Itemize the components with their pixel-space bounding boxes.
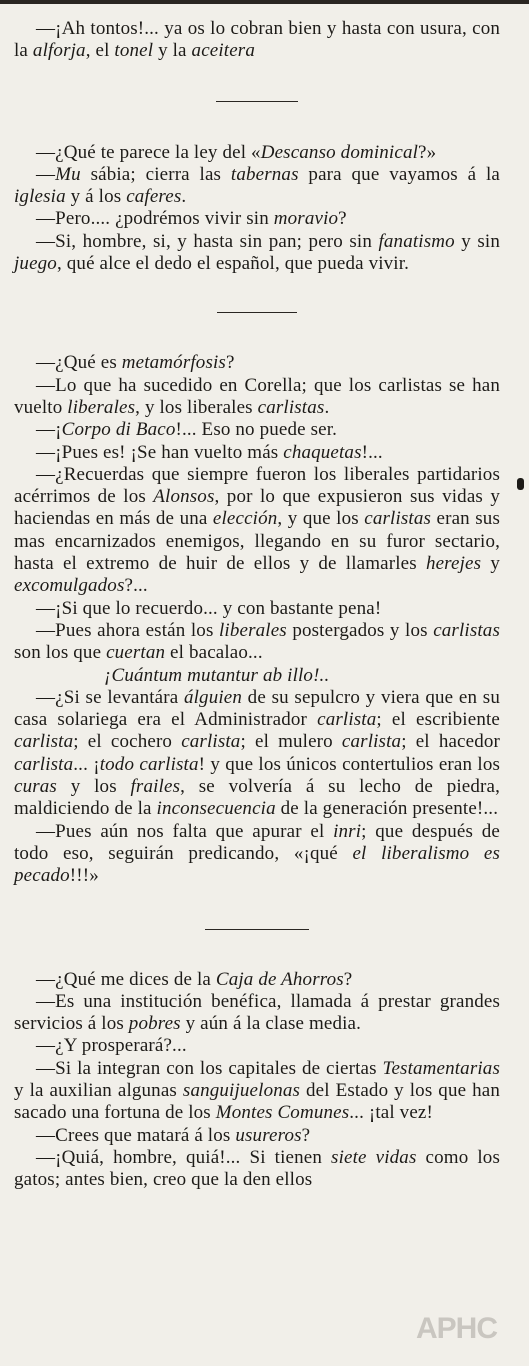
text-run: ?» — [418, 141, 437, 163]
text-run: —¿Qué me dices de la — [36, 968, 216, 990]
text-run: , se volvería á su lecho de piedra, maldiciendo de la — [14, 776, 500, 820]
italic-run: inri — [333, 820, 362, 842]
text-run: como los gatos; antes bien, creo que la den ellos — [14, 1146, 501, 1191]
text-run: ! y que los únicos contertulios eran los — [198, 753, 501, 775]
text-run: —Si la integran con los capitales de ciertas — [36, 1057, 383, 1079]
paragraph — [14, 208, 500, 230]
italic-run: pobres — [128, 1013, 181, 1035]
text-run: ; que después de todo eso, seguirán predicando, «¡qué — [14, 820, 500, 864]
italic-run: carlista — [341, 731, 402, 753]
italic-run: carlista — [14, 731, 74, 753]
italic-run: tabernas — [230, 163, 299, 185]
italic-run: carlistas — [433, 619, 500, 641]
text-run: ? — [225, 352, 235, 374]
italic-run: liberales — [219, 619, 287, 641]
italic-run: carlista — [317, 709, 377, 731]
text-run: postergados y los — [286, 619, 434, 641]
italic-run: todo carlista — [99, 753, 199, 775]
text-run: —¿Recuerdas que siempre fueron los liberales partidarios acérrimos de los — [14, 463, 500, 508]
text-run: ? — [338, 208, 347, 230]
paragraph — [14, 1058, 500, 1125]
italic-run: inconsecuencia — [156, 798, 276, 820]
text-run: ? — [301, 1124, 311, 1146]
paragraph — [14, 18, 500, 63]
text-run: y la auxilian algunas — [14, 1079, 183, 1101]
italic-run: metamórfosis — [121, 352, 226, 374]
text-run: y — [481, 553, 500, 575]
text-run: ; el cochero — [73, 731, 182, 753]
top-rule — [0, 0, 529, 4]
italic-run: carlistas — [364, 508, 432, 530]
paragraph — [14, 231, 500, 276]
text-run: de la generación presente!... — [275, 798, 499, 820]
text-run: ... ¡ — [73, 753, 100, 775]
paragraph — [14, 375, 500, 420]
text-run: . — [181, 186, 187, 208]
text-run: . — [324, 396, 330, 418]
text-run: !!!» — [69, 865, 99, 887]
text-run: —¡Quiá, hombre, quiá!... Si tienen — [36, 1146, 332, 1168]
italic-run: usureros — [235, 1124, 302, 1146]
text-run: , por lo que expusieron sus vidas y haciendas en más de una — [14, 486, 500, 530]
italic-run: iglesia — [14, 186, 66, 208]
paragraph — [14, 598, 500, 620]
italic-run: carlista — [181, 731, 241, 753]
text-run: !... — [361, 441, 383, 463]
italic-run: elección — [212, 508, 278, 530]
italic-run: frailes — [130, 776, 181, 798]
text-run: ?... — [124, 575, 148, 597]
text-run: son los que — [14, 642, 107, 664]
paragraph — [14, 687, 500, 821]
italic-run: cuertan — [106, 642, 166, 664]
text-run: del Estado y los que han sacado una fortuna de los — [14, 1079, 500, 1124]
italic-run: fanatismo — [378, 230, 455, 252]
italic-run: ¡Cuántum mutantur ab illo!.. — [104, 664, 330, 686]
text-run: para que vayamos á la — [298, 163, 500, 185]
paragraph — [14, 352, 500, 374]
paragraph — [14, 821, 500, 888]
ink-spot — [517, 478, 524, 490]
text-run: —¡Ah tontos!... ya os lo cobran bien y hasta con usura, con la — [14, 18, 500, 62]
text-run: —Crees que matará á los — [36, 1124, 236, 1146]
text-run: —¡Si que lo recuerdo... y con bastante pena! — [36, 597, 382, 619]
italic-run: herejes — [425, 553, 482, 575]
paragraph — [14, 164, 500, 209]
italic-run: Mu — [55, 163, 81, 185]
italic-run: alforja — [32, 40, 86, 62]
italic-run: curas — [14, 776, 57, 798]
italic-run: carlistas — [257, 396, 325, 418]
paragraph — [14, 1125, 500, 1147]
text-run: —¿Qué es — [36, 352, 122, 374]
text-run: y á los — [65, 186, 127, 208]
text-run: sábia; cierra las — [80, 163, 231, 185]
text-column — [14, 18, 500, 1191]
text-run: y la — [153, 40, 192, 62]
paragraph-latin — [14, 665, 500, 687]
text-run: !... Eso no puede ser. — [175, 419, 338, 441]
text-run: —Si, hombre, si, y hasta sin pan; pero sin — [36, 230, 379, 252]
section-2 — [14, 142, 500, 276]
section-1 — [14, 18, 500, 63]
text-run: —¿Si se levantára — [36, 686, 184, 708]
text-run: de su sepulcro y viera que en su casa solariega era el Administrador — [14, 686, 500, 731]
text-run: —Es una institución benéfica, llamada á prestar grandes servicios á los — [14, 990, 500, 1035]
paragraph — [14, 419, 500, 441]
italic-run: caferes — [126, 186, 182, 208]
italic-run: moravio — [273, 208, 339, 230]
text-run: , y que los — [277, 508, 365, 530]
text-run: y aún á la clase media. — [180, 1013, 362, 1035]
text-run: —Pero.... ¿podrémos vivir sin — [36, 208, 274, 230]
text-run: , el — [85, 40, 115, 62]
section-divider — [216, 101, 298, 102]
italic-run: Corpo di Baco — [61, 419, 176, 441]
italic-run: Montes Comunes — [215, 1102, 350, 1124]
text-run: ; el hacedor — [401, 731, 501, 753]
italic-run: siete vidas — [331, 1146, 417, 1168]
section-divider — [217, 312, 297, 313]
italic-run: excomulgados — [14, 575, 125, 597]
paragraph — [14, 1035, 500, 1057]
italic-run: álguien — [183, 686, 243, 708]
text-run: ; el mulero — [240, 731, 342, 753]
text-run: —Pues ahora están los — [36, 619, 219, 641]
italic-run: tonel — [114, 40, 154, 62]
italic-run: Testamentarias — [382, 1057, 500, 1079]
archive-watermark: APHC — [416, 1312, 498, 1345]
text-run: —¿Qué te parece la ley del « — [36, 141, 261, 163]
text-run: ... ¡tal vez! — [349, 1102, 433, 1124]
section-divider — [205, 929, 309, 930]
paragraph — [14, 142, 500, 164]
text-run: el bacalao... — [165, 642, 263, 664]
text-run: ; el escribiente — [376, 709, 500, 731]
text-run: —¡ — [36, 419, 62, 441]
text-run: —Pues aún nos falta que apurar el — [36, 820, 334, 842]
section-4 — [14, 969, 500, 1192]
text-run: y los — [56, 776, 131, 798]
text-run: ? — [343, 968, 353, 990]
section-3 — [14, 352, 500, 887]
italic-run: Alonsos — [153, 486, 215, 508]
text-run: —Lo que ha sucedido en Corella; que los carlistas se han vuelto — [14, 374, 500, 418]
paragraph — [14, 969, 500, 991]
italic-run: sanguijuelonas — [182, 1079, 301, 1101]
text-run: — — [36, 163, 56, 185]
italic-run: el liberalismo es pecado — [14, 842, 501, 887]
text-run: , qué alce el dedo el español, que pueda vivir. — [56, 253, 410, 275]
text-run: —¿Y prosperará?... — [36, 1035, 187, 1057]
paragraph — [14, 464, 500, 598]
italic-run: juego — [14, 253, 57, 275]
paragraph — [14, 620, 500, 665]
italic-run: chaquetas — [283, 441, 362, 463]
paragraph — [14, 991, 500, 1036]
text-run: y sin — [454, 230, 500, 252]
italic-run: liberales — [67, 396, 136, 418]
text-run: , y los liberales — [135, 396, 258, 418]
paragraph — [14, 442, 500, 464]
italic-run: aceitera — [191, 40, 255, 62]
italic-run: Caja de Ahorros — [215, 968, 344, 990]
text-run: —¡Pues es! ¡Se han vuelto más — [36, 441, 284, 463]
italic-run: carlista — [14, 753, 74, 775]
paragraph — [14, 1147, 500, 1192]
italic-run: Descanso dominical — [260, 141, 419, 163]
text-run: eran sus mas encarnizados enemigos, llegando en su furor sectario, hasta el extremo de huir de ellos y de llamarles — [14, 508, 500, 575]
